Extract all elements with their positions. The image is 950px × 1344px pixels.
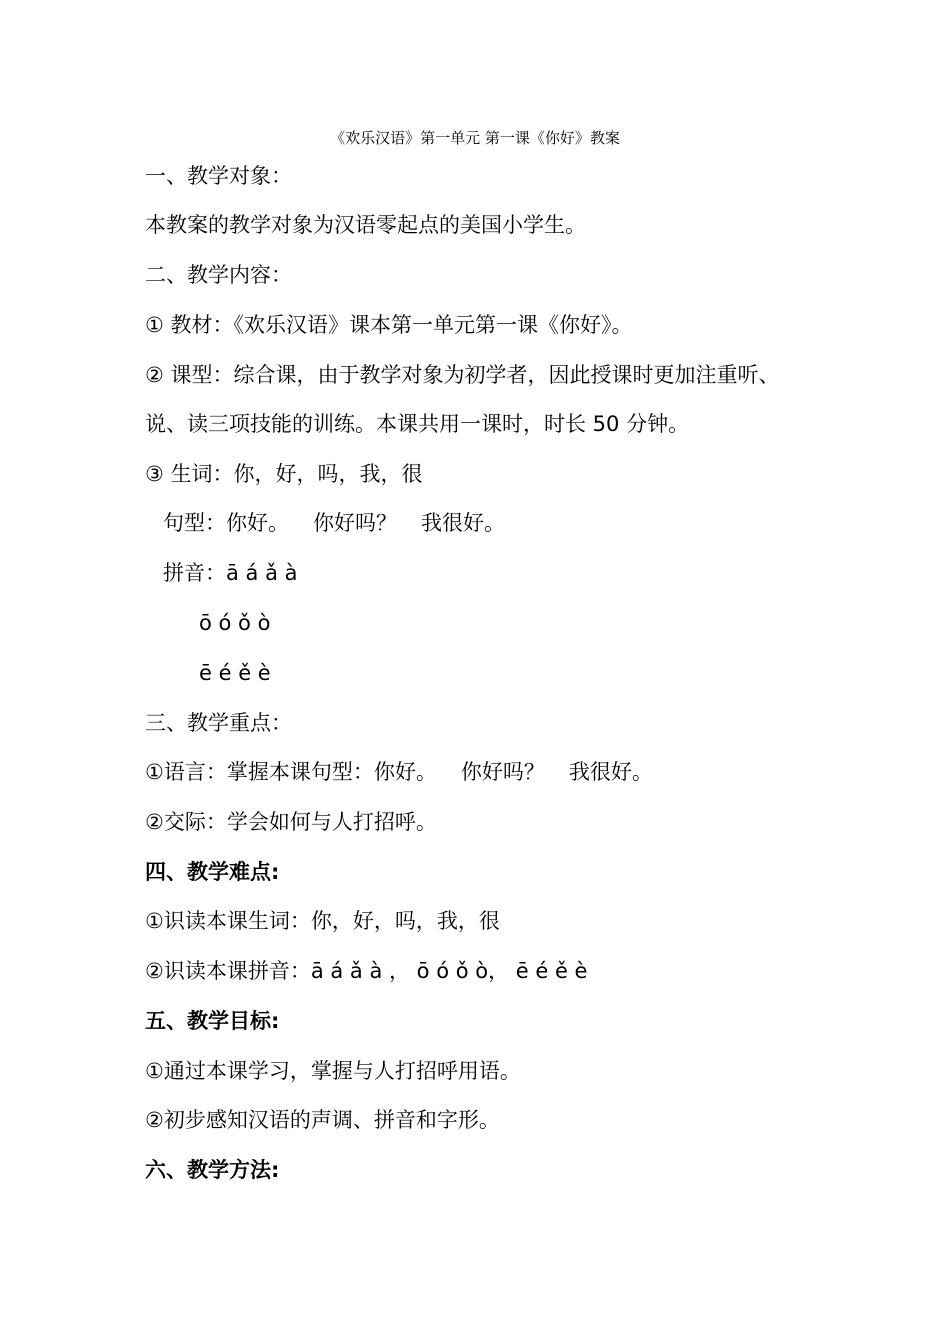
section-2-item-1: ① 教材：《欢乐汉语》课本第一单元第一课《你好》。 [145, 313, 633, 337]
section-6-heading: 六、教学方法: [145, 1158, 280, 1182]
pinyin-line-a [163, 559, 298, 587]
section-2-heading: 二、教学内容： [145, 263, 292, 287]
pinyin-a-tones: ā á ǎ à [226, 561, 298, 585]
section-5-item-2: ②初步感知汉语的声调、拼音和字形。 [145, 1108, 500, 1132]
sentence-pattern-1: 你好。 [226, 511, 289, 535]
section-2-item-3: ③ 生词：你，好，吗，我，很 [145, 462, 423, 486]
section-5-heading: 五、教学目标: [145, 1009, 280, 1033]
section-2-item-2-line-1: ② 课型：综合课，由于教学对象为初学者，因此授课时更加注重听、 [145, 363, 780, 387]
sentence-patterns-label: 句型： [163, 511, 226, 535]
section-3-sentence-1: 你好。 [373, 760, 437, 784]
pinyin-o-tones: ō ó ǒ ò [199, 611, 271, 635]
section-5-item-1: ①通过本课学习，掌握与人打招呼用语。 [145, 1059, 521, 1083]
section-4-heading: 四、教学难点: [145, 860, 280, 884]
section-4-item-2: ②识读本课拼音：ā á ǎ à ， ō ó ǒ ò， ē é ě è [145, 959, 588, 983]
section-3-sentence-3: 我很好。 [568, 760, 653, 784]
document-title: 《欢乐汉语》第一单元 第一课《你好》教案 [330, 129, 620, 147]
section-1-heading: 一、教学对象： [145, 164, 292, 188]
section-2-item-2-line-2: 说、读三项技能的训练。本课共用一课时，时长 50 分钟。 [145, 412, 690, 436]
section-3-sentence-2: 你好吗？ [460, 760, 545, 784]
pinyin-e-tones: ē é ě è [199, 661, 271, 685]
section-1-text: 本教案的教学对象为汉语零起点的美国小学生。 [145, 213, 586, 237]
section-3-item-1-prefix: ①语言：掌握本课句型： [145, 760, 374, 784]
section-4-item-1: ①识读本课生词：你，好，吗，我，很 [145, 909, 500, 933]
section-3-heading: 三、教学重点： [145, 711, 292, 735]
sentence-pattern-3: 我很好。 [421, 511, 505, 535]
sentence-pattern-2: 你好吗？ [313, 511, 397, 535]
section-3-item-2: ②交际：学会如何与人打招呼。 [145, 810, 437, 834]
sentence-patterns-line [163, 509, 505, 537]
section-3-item-1 [145, 758, 653, 786]
pinyin-label: 拼音： [163, 561, 226, 585]
